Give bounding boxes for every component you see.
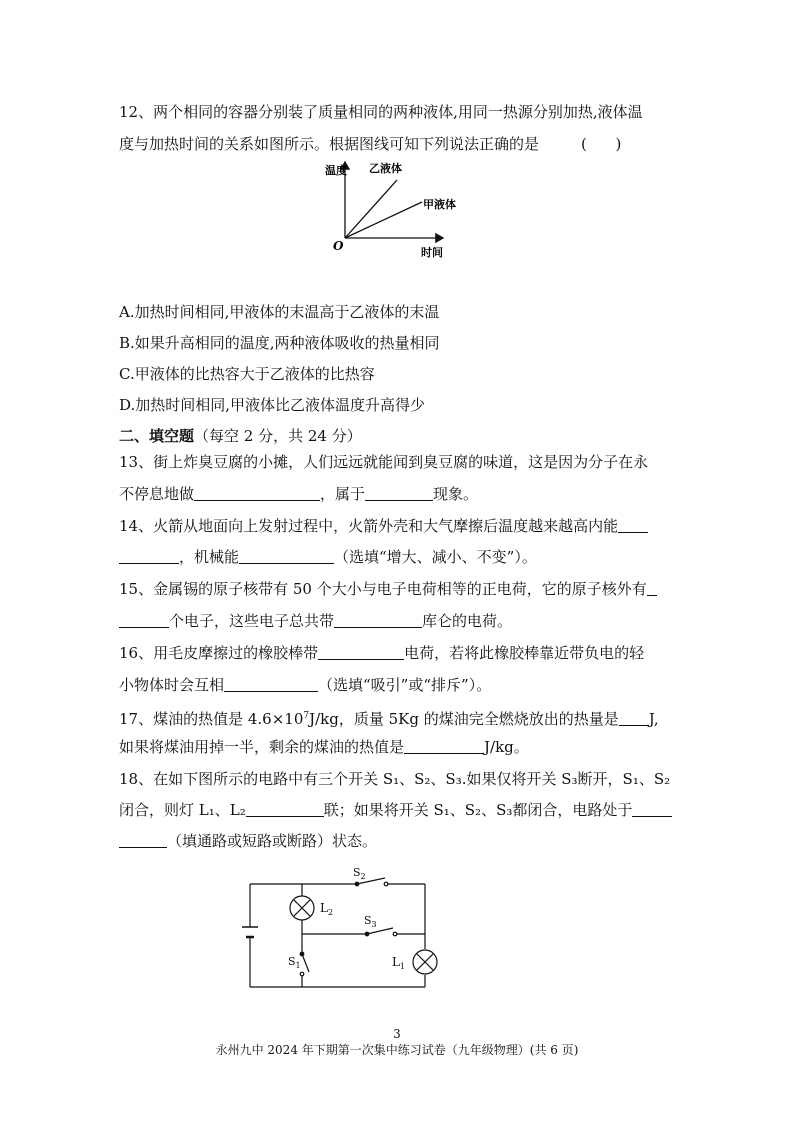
blank[interactable] xyxy=(365,485,433,501)
q16-line2: 小物体时会互相 （选填“吸引”或“排斥”）。 xyxy=(119,676,492,694)
series-line-jia xyxy=(345,202,422,238)
blank[interactable] xyxy=(619,710,649,726)
q18-line1: 18、在如下图所示的电路中有三个开关 S₁、S₂、S₃.如果仅将开关 S₃断开，S₁、S₂ xyxy=(119,770,671,788)
q16-line1: 16、用毛皮摩擦过的橡胶棒带 电荷，若将此橡胶棒靠近带负电的轻 xyxy=(119,644,645,662)
switch-s2-contact xyxy=(384,882,388,886)
blank[interactable] xyxy=(239,548,334,564)
x-axis-label: 时间 xyxy=(421,246,443,259)
temperature-time-graph xyxy=(325,158,475,267)
blank[interactable] xyxy=(404,738,484,754)
switch-s1-contact xyxy=(300,972,304,976)
answer-paren: ( ) xyxy=(581,135,622,153)
q18-line3: （填通路或短路或断路）状态。 xyxy=(119,831,377,851)
label-s3: $S_3$ xyxy=(364,914,377,929)
switch-s1-blade xyxy=(302,954,309,972)
blank[interactable] xyxy=(246,801,324,817)
q12-line1: 12、两个相同的容器分别装了质量相同的两种液体,用同一热源分别加热,液体温 xyxy=(119,103,643,121)
blank[interactable] xyxy=(119,548,179,564)
circuit-diagram xyxy=(240,862,460,1001)
q13-line2: 不停息地做 ，属于 现象。 xyxy=(119,485,479,503)
blank[interactable] xyxy=(318,644,404,660)
q12-line2: 度与加热时间的关系如图所示。根据图线可知下列说法正确的是 ( ) xyxy=(119,135,622,153)
series-label-yi: 乙液体 xyxy=(369,162,402,175)
blank[interactable] xyxy=(618,517,648,533)
section-title: 二、填空题（每空 2 分，共 24 分） xyxy=(119,427,362,445)
option-b: B.如果升高相同的温度,两种液体吸收的热量相同 xyxy=(119,334,440,352)
q15-line1: 15、金属锡的原子核带有 50 个大小与电子电荷相等的正电荷，它的原子核外有 xyxy=(119,579,657,599)
page-number: 3 xyxy=(393,1027,401,1041)
blank[interactable] xyxy=(224,676,318,692)
footer-text: 永州九中 2024 年下期第一次集中练习试卷（九年级物理）(共 6 页) xyxy=(215,1043,579,1057)
label-l2: $L_2$ xyxy=(320,901,334,917)
q17-line1: 17、煤油的热值是 $4.6\times 10^7J/kg$，质量 5Kg 的煤油完全燃烧放出的热量是 J, xyxy=(119,710,659,728)
switch-s3-contact xyxy=(393,932,397,936)
q13-line1: 13、街上炸臭豆腐的小摊，人们远远就能闻到臭豆腐的味道，这是因为分子在永 xyxy=(119,453,649,471)
blank[interactable] xyxy=(334,612,422,628)
origin-label: O xyxy=(333,239,344,253)
q15-line2: 个电子，这些电子总共带 库仑的电荷。 xyxy=(119,611,512,631)
q17-line2: 如果将煤油用掉一半，剩余的煤油的热值是 J/kg。 xyxy=(119,738,529,756)
blank[interactable] xyxy=(119,832,167,848)
label-s1: $S_1$ xyxy=(288,955,301,970)
series-line-yi xyxy=(345,180,397,238)
label-l1: $L_1$ xyxy=(392,955,406,971)
y-axis-label: 温度 xyxy=(325,164,347,177)
option-a: A.加热时间相同,甲液体的末温高于乙液体的末温 xyxy=(119,303,440,321)
blank[interactable] xyxy=(632,801,672,817)
option-c: C.甲液体的比热容大于乙液体的比热容 xyxy=(119,365,375,383)
label-s2: $S_2$ xyxy=(353,866,366,881)
blank[interactable] xyxy=(194,485,320,501)
blank[interactable] xyxy=(119,612,169,628)
blank[interactable] xyxy=(647,580,657,596)
series-label-jia: 甲液体 xyxy=(423,198,456,211)
q14-line2: ，机械能 （选填“增大、减小、不变”）。 xyxy=(119,547,537,567)
option-d: D.加热时间相同,甲液体比乙液体温度升高得少 xyxy=(119,396,426,414)
q14-line1: 14、火箭从地面向上发射过程中，火箭外壳和大气摩擦后温度越来越高内能 xyxy=(119,516,648,536)
q18-line2: 闭合，则灯 L₁、L₂ 联；如果将开关 S₁、S₂、S₃都闭合，电路处于 xyxy=(119,800,672,820)
